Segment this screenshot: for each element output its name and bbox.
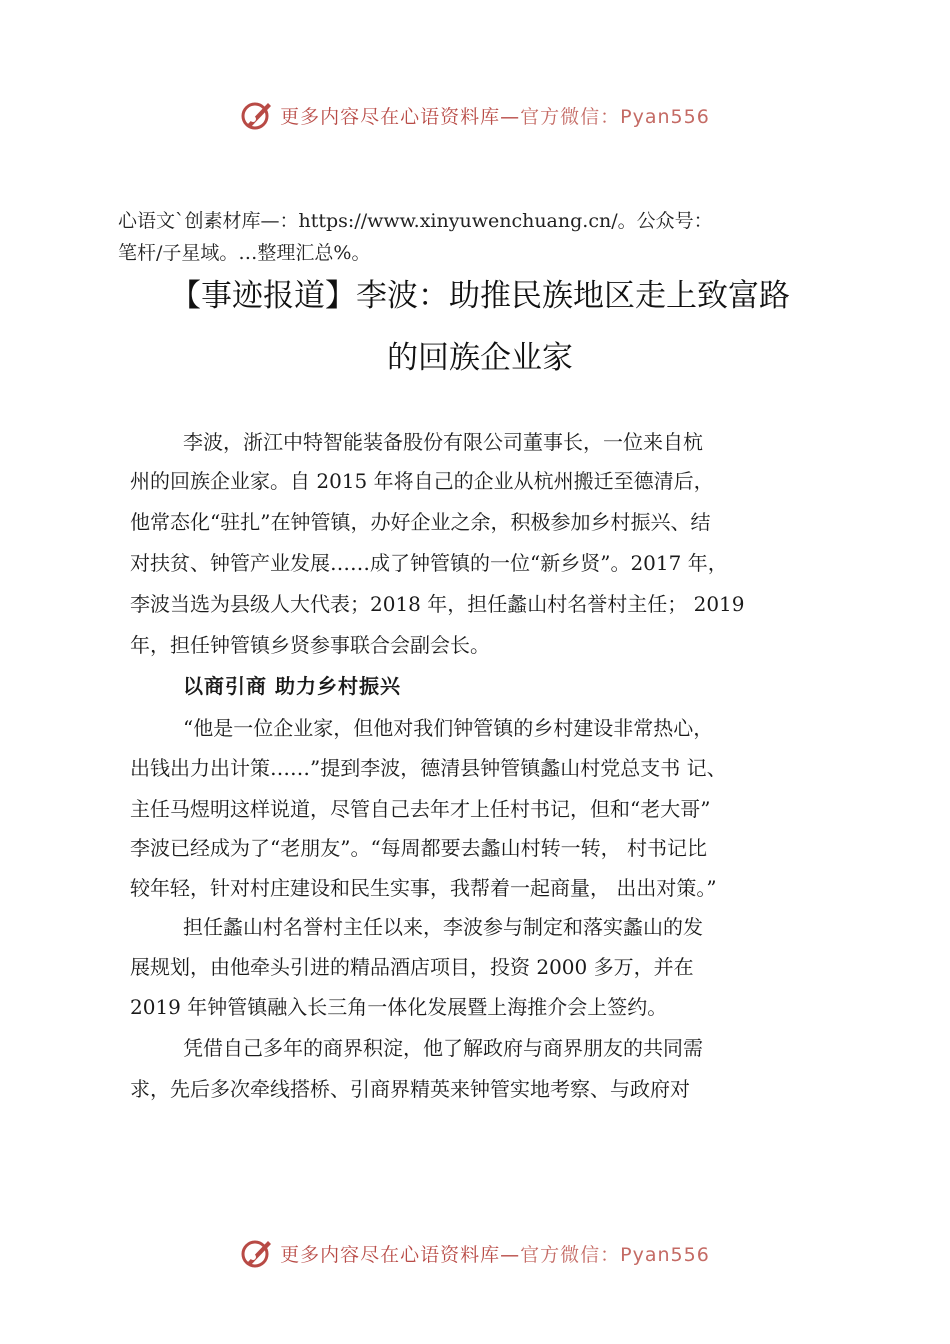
banner-wechat: 官方微信：Pyan556 <box>520 1243 710 1266</box>
body-line: 出钱出力出计策……”提到李波，德清县钟管镇蠡山村党总支书 记、 <box>130 756 727 780</box>
source-line-1: 心语文`创素材库—：https://www.xinyuwenchuang.cn/。公众号： <box>118 210 713 232</box>
source-line-2: 笔杆/子星域。…整理汇总%。 <box>118 242 371 264</box>
section-subheading: 以商引商 助力乡村振兴 <box>183 674 401 698</box>
body-line: 他常态化“驻扎”在钟管镇，办好企业之余，积极参加乡村振兴、结 <box>130 510 711 534</box>
body-line: 对扶贫、钟管产业发展……成了钟管镇的一位“新乡贤”。2017 年， <box>130 551 728 575</box>
quill-logo-icon <box>240 1236 274 1270</box>
header-banner <box>0 95 950 135</box>
page-title-line-2: 的回族企业家 <box>387 340 573 376</box>
body-line: 较年轻，针对村庄建设和民生实事，我帮着一起商量， 出出对策。” <box>130 876 717 900</box>
body-line: “他是一位企业家，但他对我们钟管镇的乡村建设非常热心， <box>183 716 714 740</box>
banner-text: 更多内容尽在心语资料库—官方微信：Pyan556 <box>280 1243 710 1266</box>
body-line: 李波当选为县级人大代表；2018 年，担任蠡山村名誉村主任； 2019 <box>130 592 745 616</box>
body-line: 展规划，由他牵头引进的精品酒店项目，投资 2000 多万，并在 <box>130 955 694 979</box>
body-line: 担任蠡山村名誉村主任以来，李波参与制定和落实蠡山的发 <box>183 915 703 939</box>
banner-text: 更多内容尽在心语资料库—官方微信：Pyan556 <box>280 105 710 128</box>
body-line: 李波，浙江中特智能装备股份有限公司董事长，一位来自杭 <box>183 430 703 454</box>
quill-logo-icon <box>240 98 274 132</box>
body-line: 主任马煜明这样说道，尽管自己去年才上任村书记，但和“老大哥” <box>130 797 711 821</box>
body-line: 李波已经成为了“老朋友”。“每周都要去蠡山村转一转， 村书记比 <box>130 836 708 860</box>
body-line: 年，担任钟管镇乡贤参事联合会副会长。 <box>130 633 490 657</box>
source-line <box>118 205 878 269</box>
footer-banner <box>0 1233 950 1273</box>
page-title-line-1: 【事迹报道】李波：助推民族地区走上致富路 <box>170 278 790 314</box>
body-line: 2019 年钟管镇融入长三角一体化发展暨上海推介会上签约。 <box>130 995 668 1019</box>
body-line: 州的回族企业家。自 2015 年将自己的企业从杭州搬迁至德清后， <box>130 469 714 493</box>
body-line: 凭借自己多年的商界积淀，他了解政府与商界朋友的共同需 <box>183 1036 703 1060</box>
body-line: 求，先后多次牵线搭桥、引商界精英来钟管实地考察、与政府对 <box>130 1077 690 1101</box>
banner-wechat: 官方微信：Pyan556 <box>520 105 710 128</box>
